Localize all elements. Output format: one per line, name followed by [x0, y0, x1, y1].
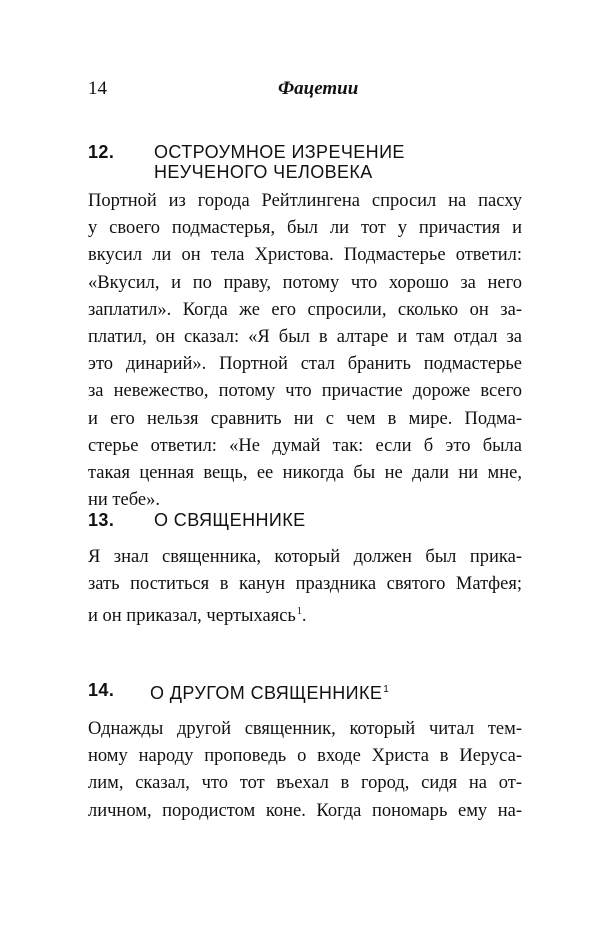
section-title [154, 510, 306, 530]
text-line: «Вкусил, и по праву, потому что хорошо за него [88, 272, 522, 293]
text-line: это динарий». Портной стал бранить подмастерье [88, 354, 522, 375]
text-line: ному народу проповедь о входе Христа в Иеруса- [88, 746, 522, 767]
text-line: Портной из города Рейтлингена спросил на пасху [88, 191, 522, 211]
section-title [154, 142, 405, 182]
text-line: лим, сказал, что тот въехал в город, сидя на от- [88, 773, 522, 794]
text-line: личном, породистом коне. Когда пономарь ему на- [88, 800, 522, 821]
section-body-13 [88, 544, 522, 626]
text-line: Однажды другой священник, который читал тем- [88, 719, 522, 739]
text-line: стерье ответил: «Не думай так: если б это была [88, 435, 522, 456]
section-number: 12. [88, 142, 115, 162]
text-line: за невежество, потому что причастие дороже всего [88, 381, 522, 402]
footnote-mark: 1 [383, 684, 390, 695]
running-title: Фацетии [278, 78, 359, 99]
text-line: и его нельзя сравнить ни с чем в мире. Подма- [88, 408, 522, 429]
section-body-12 [88, 188, 522, 514]
section-number: 13. [88, 510, 115, 530]
text-line: у своего подмастерья, был ли тот у причастия и [88, 218, 522, 239]
text-line: вкусил ли он тела Христова. Подмастерье ответил: [88, 245, 522, 266]
section-title-line [150, 680, 389, 703]
text-line: заплатил». Когда же его спросили, сколько он за- [88, 299, 522, 320]
section-title-line: НЕУЧЕНОГО ЧЕЛОВЕКА [154, 162, 373, 182]
text-line: такая ценная вещь, ее никогда бы не дали ни мне, [88, 462, 522, 483]
section-number: 14. [88, 680, 115, 700]
page-number: 14 [88, 78, 107, 99]
text-line: Я знал священника, который должен был прика- [88, 547, 522, 567]
text-line: платил, он сказал: «Я был в алтаре и там отдал за [88, 326, 522, 347]
section-body-14 [88, 716, 522, 825]
section-title [150, 680, 389, 703]
section-title-line: ОСТРОУМНОЕ ИЗРЕЧЕНИЕ [154, 142, 405, 162]
section-title-line: О СВЯЩЕННИКЕ [154, 510, 306, 530]
section-title-text: О ДРУГОМ СВЯЩЕННИКЕ [150, 683, 383, 703]
text-line: и он приказал, чертыхаясь$^1$. [88, 606, 307, 627]
text-line: зать поститься в канун праздника святого Матфея; [88, 574, 522, 595]
text-line-content: и он приказал, чертыхаясь [88, 606, 296, 627]
running-head [88, 78, 522, 100]
footnote-mark: 1 [296, 606, 302, 618]
text-line: ни тебе». [88, 490, 160, 511]
